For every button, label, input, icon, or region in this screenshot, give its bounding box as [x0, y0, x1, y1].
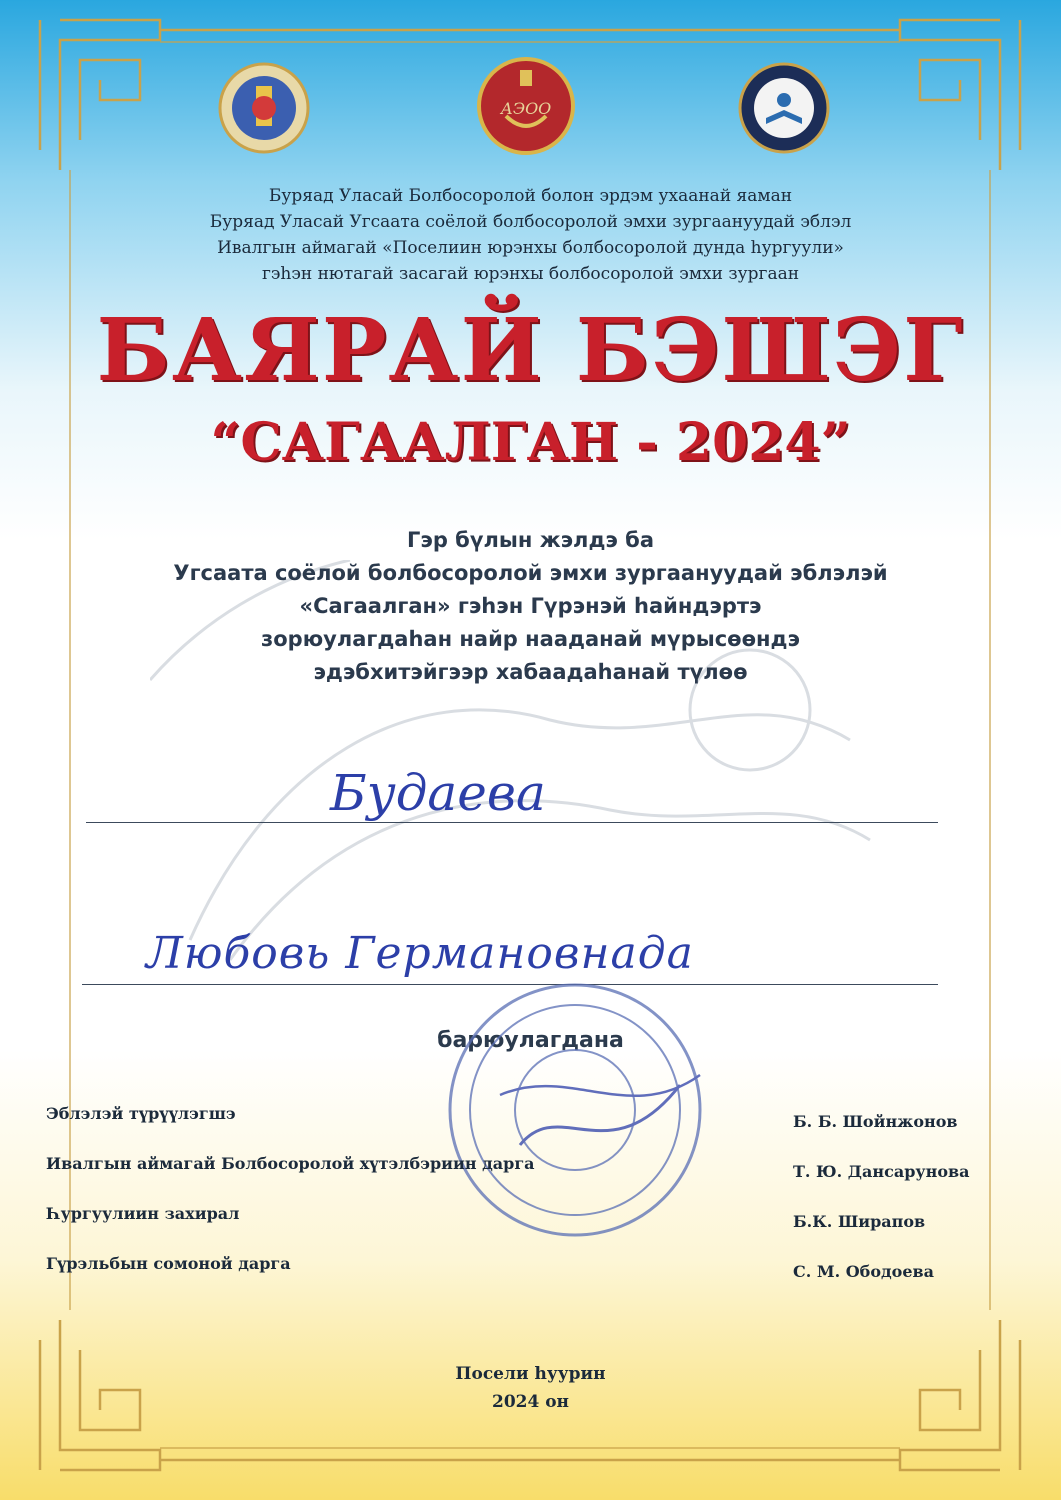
- footer-year: 2024 он: [491, 1392, 569, 1412]
- award-text-line-2: Угсаата соёлой болбосоролой эмхи зургаануудай эблэлэй: [173, 561, 888, 585]
- recipient-name: Любовь Германовнада: [146, 928, 694, 979]
- awarded-label: барюулагдана: [437, 1028, 624, 1053]
- header-line-1: Буряад Уласай Болбосоролой болон эрдэм ухаанай яаман: [268, 186, 793, 206]
- recipient-surname: Будаева: [330, 764, 546, 822]
- award-text-line-4: зорюулагдаһан найр нааданай мүрысөөндэ: [261, 627, 800, 651]
- surname-line: [86, 822, 938, 823]
- official-stamp-icon: [440, 975, 710, 1245]
- signatory-name-2: Т. Ю. Дансарунова: [793, 1162, 970, 1181]
- header-line-2: Буряад Уласай Угсаата соёлой болбосоролой эмхи зургаануудай эблэл: [209, 212, 852, 232]
- award-text-line-5: эдэбхитэйгээр хабаадаһанай түлөө: [313, 660, 748, 684]
- certificate-title: БАЯРАЙ БЭШЭГ: [96, 300, 965, 401]
- footer-place: Посели һуурин: [455, 1364, 606, 1384]
- award-text-line-1: Гэр бүлын жэлдэ ба: [407, 528, 654, 552]
- header-line-4: гэһэн нютагай засагай юрэнхы болбосоролой эмхи зургаан: [261, 264, 800, 284]
- signatory-role-2: Ивалгын аймагай Болбосоролой хүтэлбэриин дарга: [46, 1154, 535, 1173]
- ministry-emblem-icon: [216, 60, 312, 156]
- association-logo-icon: [476, 56, 576, 156]
- school-emblem-icon: [736, 60, 832, 156]
- signatory-name-3: Б.К. Ширапов: [793, 1212, 926, 1231]
- signatory-role-3: Һургуулиин захирал: [46, 1204, 240, 1223]
- signatory-role-4: Гүрэльбын сомоной дарга: [46, 1254, 291, 1273]
- signatory-role-1: Эблэлэй түрүүлэгшэ: [46, 1104, 236, 1123]
- signatory-name-1: Б. Б. Шойнжонов: [793, 1112, 958, 1131]
- header-line-3: Ивалгын аймагай «Поселиин юрэнхы болбосоролой дунда һургуули»: [217, 238, 844, 258]
- signatory-name-4: С. М. Ободоева: [793, 1262, 935, 1281]
- certificate-subtitle: “САГААЛГАН - 2024”: [210, 412, 851, 473]
- association-logo-text: АЭОО: [500, 99, 552, 118]
- award-text-line-3: «Сагаалган» гэһэн Гүрэнэй һайндэртэ: [299, 594, 762, 618]
